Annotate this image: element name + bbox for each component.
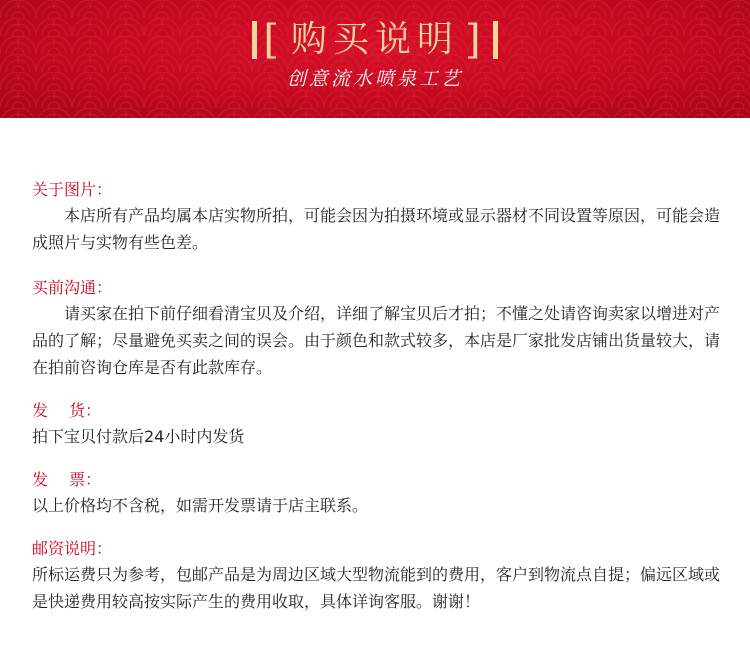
section-text: 拍下宝贝付款后24小时内发货 xyxy=(32,427,245,446)
section-heading: 发 票： xyxy=(32,470,102,489)
title-text: 购买说明 xyxy=(290,19,459,60)
section-heading: 买前沟通： xyxy=(32,278,113,297)
section-text: 以上价格均不含税，如需开发票请于店主联系。 xyxy=(32,496,369,515)
title-bracket-open: [ xyxy=(263,17,285,63)
section-invoice xyxy=(32,468,722,519)
page-subtitle: 创意流水喷泉工艺 xyxy=(286,68,463,90)
section-text: 所标运费只为参考，包邮产品是为周边区域大型物流能到的费用，客户到物流点自提；偏远区域或是快递费用较高按实际产生的费用收取，具体详询客服。谢谢！ xyxy=(32,565,721,611)
section-heading: 关于图片： xyxy=(32,180,113,199)
title-bar-right-decoration xyxy=(493,21,498,59)
title-bracket-close: ] xyxy=(465,17,487,63)
section-text: 请买家在拍下前仔细看清宝贝及介绍，详细了解宝贝后才拍；不懂之处请咨询卖家以增进对产品的了解；尽量避免买卖之间的误会。由于颜色和款式较多，本店是厂家批发店铺出货量较大，请在拍前咨询仓库是否有此款库存。 xyxy=(32,304,721,377)
section-shipping xyxy=(32,399,722,450)
header-banner xyxy=(0,0,750,118)
section-pre-purchase xyxy=(32,276,722,381)
page-title xyxy=(252,18,497,62)
section-heading: 邮资说明： xyxy=(32,539,113,558)
section-postage xyxy=(32,537,722,615)
section-text: 本店所有产品均属本店实物所拍，可能会因为拍摄环境或显示器材不同设置等原因，可能会造成照片与实物有些色差。 xyxy=(32,206,721,252)
title-bar-left-decoration xyxy=(252,21,257,59)
section-photos xyxy=(32,178,722,256)
purchase-notes xyxy=(32,178,722,633)
section-heading: 发 货： xyxy=(32,401,102,420)
